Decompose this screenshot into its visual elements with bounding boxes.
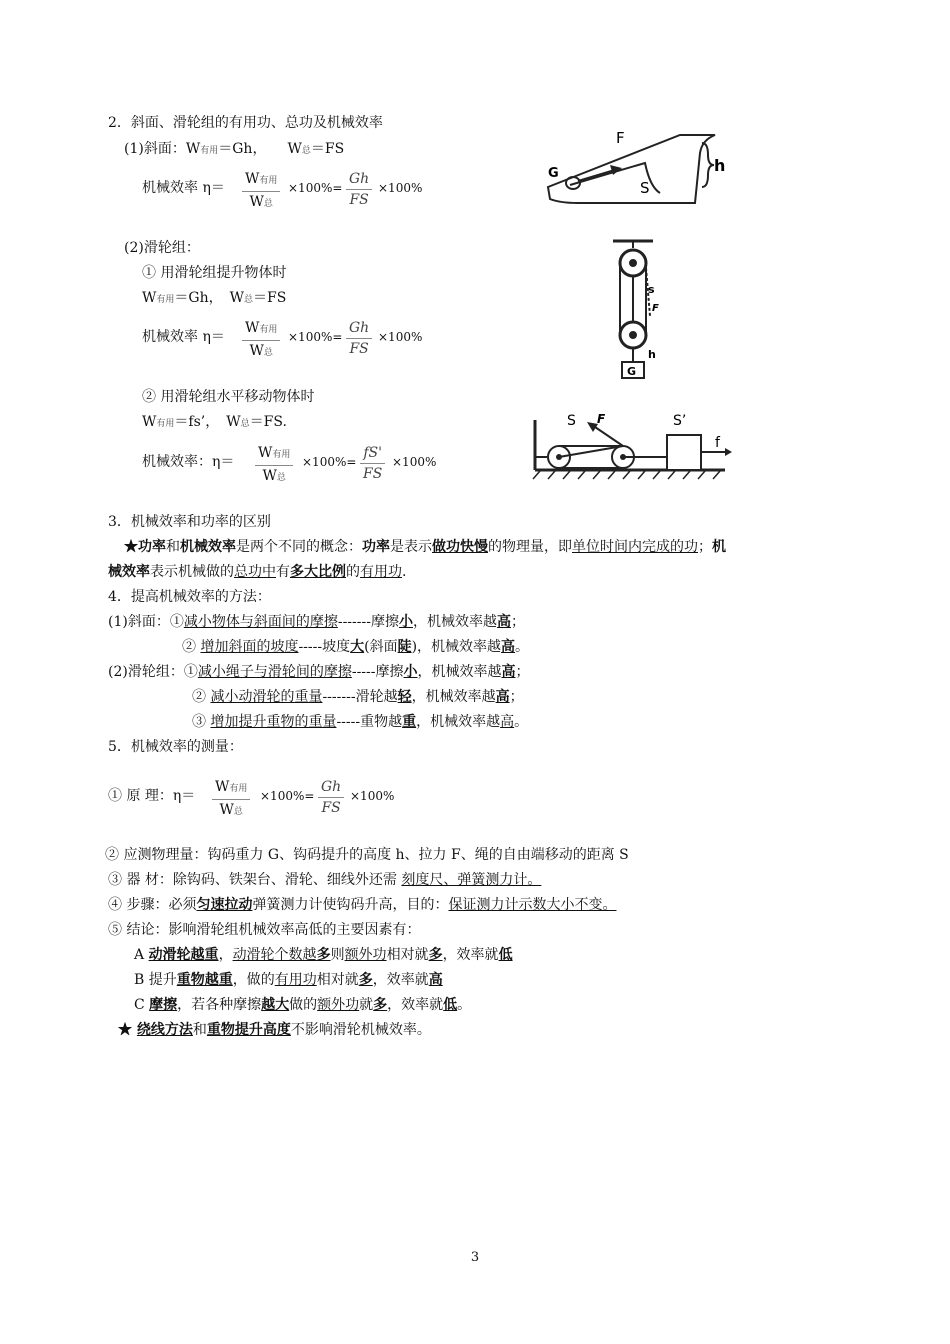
pulley-horizontal-pct-2: ×100% [392, 455, 437, 469]
section-4-pulley-2: ② 减小动滑轮的重量-------滑轮越轻，机械效率越高； [192, 689, 524, 705]
conclusion-b: B 提升重物越重，做的有用功相对就多，效率就高 [134, 972, 443, 988]
incline-efficiency-label: 机械效率 η＝ [142, 180, 225, 196]
equipment: ③ 器 材：除钩码、铁架台、滑轮、细线外还需 刻度尺、弹簧测力计。 [108, 872, 542, 888]
pulley-case-1: ① 用滑轮组提升物体时 [142, 265, 287, 281]
page-number: 3 [470, 1250, 480, 1265]
vertical-pulley-diagram [608, 238, 668, 383]
pulley-gh-fs-fraction: Gh FS [346, 319, 372, 358]
pulley-label: (2)滑轮组： [124, 240, 200, 256]
steps: ④ 步骤：必须匀速拉动弹簧测力计使钩码升高，目的：保证测力计示数大小不变。 [108, 897, 617, 913]
vertical-g-label: G [627, 365, 637, 378]
section-3-line-1: ★功率和机械效率是两个不同的概念：功率是表示做功快慢的物理量，即单位时间内完成的功；机 [124, 539, 726, 555]
vertical-s-label: s [648, 283, 655, 296]
pulley-case-2: ② 用滑轮组水平移动物体时 [142, 389, 315, 405]
measure-quantities: ② 应测物理量：钩码重力 G、钩码提升的高度 h、拉力 F、绳的自由端移动的距离 S [105, 847, 629, 863]
section-4-pulley-3: ③ 增加提升重物的重量-----重物越重，机械效率越高。 [192, 714, 529, 730]
incline-f-label: F [616, 129, 625, 147]
pulley-efficiency-label: 机械效率 η＝ [142, 329, 225, 345]
vertical-f-label: F [652, 303, 659, 314]
vertical-h-label: h [648, 348, 656, 361]
section-3-title: 3．机械效率和功率的区别 [108, 514, 271, 530]
incline-work-formula: (1)斜面：W有用＝Gh， W总＝FS [124, 141, 345, 157]
horizontal-s-label: S [567, 413, 576, 429]
section-4-incline-1: (1)斜面：①减小物体与斜面间的摩擦-------摩擦小，机械效率越高； [108, 614, 525, 630]
pulley-fs-fraction: fS' FS [360, 444, 385, 483]
star-note: ★ 绕线方法和重物提升高度不影响滑轮机械效率。 [118, 1022, 431, 1038]
principle-label: ① 原 理：η＝ [108, 788, 196, 804]
incline-g-label: G [548, 166, 559, 181]
pulley-horizontal-fraction: W有用 W总 [255, 444, 293, 487]
pulley-case-2-work: W有用＝fs’， W总＝FS. [142, 414, 287, 430]
pulley-pct-1: ×100%= [288, 330, 343, 344]
principle-pct-1: ×100%= [260, 789, 315, 803]
principle-gh-fs-fraction: Gh FS [318, 778, 344, 817]
conclusion-title: ⑤ 结论：影响滑轮组机械效率高低的主要因素有： [108, 922, 421, 938]
pulley-horizontal-pct-1: ×100%= [302, 455, 357, 469]
pulley-horizontal-eff-label: 机械效率：η＝ [142, 454, 235, 470]
height-brace [702, 143, 714, 187]
section-2-title: 2．斜面、滑轮组的有用功、总功及机械效率 [108, 115, 383, 131]
pulley-pct-2: ×100% [378, 330, 423, 344]
section-4-incline-2: ② 增加斜面的坡度-----坡度大(斜面陡)，机械效率越高。 [182, 639, 530, 655]
section-5-title: 5．机械效率的测量： [108, 739, 243, 755]
horizontal-friction-label: f [715, 435, 720, 451]
pulley-efficiency-fraction: W有用 W总 [242, 319, 280, 362]
incline-efficiency-fraction: W有用 W总 [242, 170, 280, 213]
section-4-title: 4．提高机械效率的方法： [108, 589, 271, 605]
incline-diagram [540, 125, 730, 215]
horizontal-s2-label: S’ [673, 413, 687, 429]
incline-gh-fs-fraction: Gh FS [346, 170, 372, 209]
horizontal-pulley-diagram [525, 405, 735, 485]
incline-h-label: h [714, 156, 726, 175]
principle-pct-2: ×100% [350, 789, 395, 803]
incline-s-label: S [640, 179, 650, 197]
incline-pct-2: ×100% [378, 181, 423, 195]
incline-pct-1: ×100%= [288, 181, 343, 195]
principle-fraction: W有用 W总 [212, 778, 250, 821]
pulley-case-1-work: W有用＝Gh， W总＝FS [142, 290, 287, 306]
section-4-pulley-1: (2)滑轮组：①减小绳子与滑轮间的摩擦-----摩擦小，机械效率越高； [108, 664, 530, 680]
conclusion-c: C 摩擦，若各种摩擦越大做的额外功就多，效率就低。 [134, 997, 472, 1013]
conclusion-a: A 动滑轮越重，动滑轮个数越多则额外功相对就多，效率就低 [134, 947, 513, 963]
section-3-line-2: 械效率表示机械做的总功中有多大比例的有用功. [108, 564, 407, 580]
horizontal-f-label: F [597, 412, 606, 426]
